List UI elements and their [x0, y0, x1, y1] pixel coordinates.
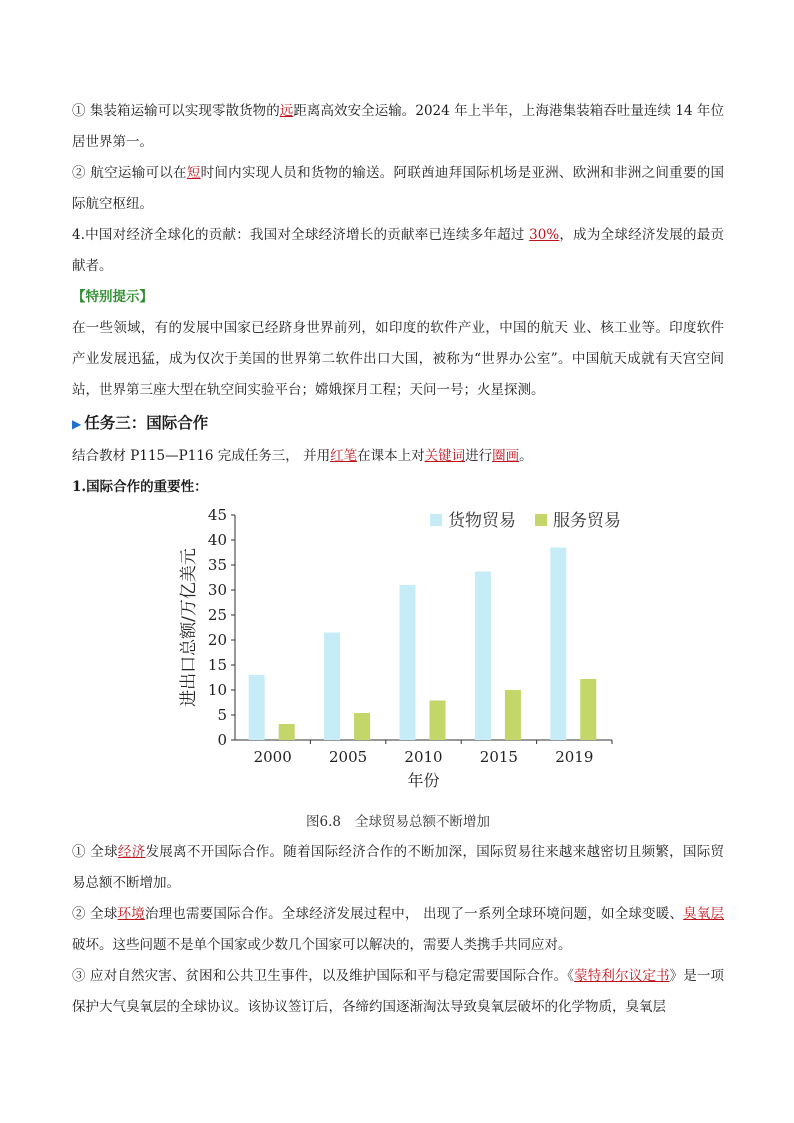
- y-tick-label: 45: [207, 506, 227, 524]
- x-tick-label: 2015: [479, 748, 518, 766]
- importance-item-economy: [72, 837, 724, 899]
- x-axis-label: 年份: [407, 771, 440, 790]
- paragraph-text: ，成为全球经济发展的最贡献者。: [72, 227, 725, 274]
- bar-goods: [550, 548, 566, 741]
- legend-label-goods: 货物贸易: [448, 511, 516, 531]
- paragraph-text: ③ 应对自然灾害、贫困和公共卫生事件，以及维护国际和平与稳定需要国际合作。《: [72, 968, 575, 984]
- y-tick-label: 5: [217, 706, 227, 724]
- bar-goods: [324, 633, 340, 741]
- y-tick-label: 30: [207, 581, 227, 599]
- y-tick-label: 25: [207, 606, 227, 624]
- keyword-highlight: 远: [279, 103, 294, 119]
- y-tick-label: 10: [207, 681, 227, 699]
- y-tick-label: 15: [207, 656, 227, 674]
- figure-title: 全球贸易总额不断增加: [354, 814, 490, 830]
- paragraph-text: 发展离不开国际合作。随着国际经济合作的不断加深，国际贸易往来越来越密切且频繁，国际贸易总额不断增加。: [72, 844, 725, 891]
- bar-services: [430, 701, 446, 741]
- x-tick-label: 2005: [329, 748, 368, 766]
- paragraph-text: 4.中国对经济全球化的贡献：我国对全球经济增长的贡献率已连续多年超过: [72, 227, 530, 243]
- paragraph-text: ① 集装箱运输可以实现零散货物的: [72, 103, 280, 119]
- keyword-highlight: 蒙特利尔议定书: [574, 968, 670, 984]
- bar-goods: [475, 572, 491, 741]
- y-tick-label: 20: [207, 631, 227, 649]
- bar-services: [505, 690, 521, 740]
- bar-chart-svg: [72, 503, 724, 803]
- instruction-text: 结合教材 P115—P116 完成任务三， 并用: [72, 448, 331, 464]
- x-tick-label: 2000: [253, 748, 292, 766]
- paragraph-text: ② 航空运输可以在: [72, 165, 187, 181]
- figure-number: 图6.8: [306, 814, 341, 830]
- paragraph-china-contribution: [72, 220, 724, 282]
- document-page: [72, 96, 724, 1023]
- task-instruction: [72, 441, 724, 472]
- importance-item-disaster: [72, 961, 724, 1023]
- bar-services: [354, 713, 370, 740]
- keyword-highlight: 红笔: [330, 448, 358, 464]
- bar-goods: [249, 675, 265, 740]
- keyword-highlight: 圈画: [492, 448, 520, 464]
- y-tick-label: 40: [207, 531, 227, 549]
- instruction-text: 在课本上对: [357, 448, 425, 464]
- legend-label-services: 服务贸易: [553, 511, 621, 531]
- paragraph-text: ① 全球: [72, 844, 118, 860]
- keyword-highlight: 环境: [117, 906, 145, 922]
- x-tick-label: 2019: [555, 748, 594, 766]
- task-title: 任务三：国际合作: [84, 413, 209, 432]
- paragraph-text: 距离高效安全运输。2024 年上半年，上海港集装箱吞吐量连续 14 年位居世界第一。: [72, 103, 724, 150]
- paragraph-container-transport: [72, 96, 724, 158]
- figure-caption: [72, 807, 724, 837]
- y-tick-label: 0: [217, 731, 227, 749]
- paragraph-air-transport: [72, 158, 724, 220]
- bar-services: [580, 679, 596, 740]
- bar-goods: [400, 585, 416, 740]
- paragraph-text: 破坏。这些问题不是单个国家或少数几个国家可以解决的，需要人类携手共同应对。: [72, 937, 572, 953]
- task-heading: [72, 406, 724, 441]
- special-tip-heading: 【特别提示】: [72, 289, 153, 305]
- keyword-highlight: 臭氧层: [683, 906, 725, 922]
- paragraph-text: 治理也需要国际合作。全球经济发展过程中， 出现了一系列全球环境问题，如全球变暖、: [144, 906, 684, 922]
- triangle-marker-icon: ▶: [72, 417, 82, 431]
- instruction-text: 进行: [465, 448, 493, 464]
- x-tick-label: 2010: [404, 748, 443, 766]
- special-tip-text: 在一些领域，有的发展中国家已经跻身世界前列，如印度的软件产业，中国的航天 业、核工业等。印度软件产业发展迅猛，成为仅次于美国的世界第二软件出口大国，被称为“世界办公室”。中国航天成就有天宫空间站，世界第三座大型在轨空间实验平台；嫦娥探月工程；天问一号；火星探测。: [72, 320, 724, 398]
- instruction-text: 。: [519, 448, 533, 464]
- y-tick-label: 35: [207, 556, 227, 574]
- keyword-highlight: 短: [186, 165, 201, 181]
- section-title: 1.国际合作的重要性：: [72, 479, 208, 495]
- bar-services: [279, 724, 295, 740]
- importance-item-environment: [72, 899, 724, 961]
- paragraph-text: ② 全球: [72, 906, 118, 922]
- keyword-highlight: 关键词: [424, 448, 466, 464]
- keyword-highlight: 经济: [117, 844, 146, 860]
- paragraph-text: 时间内实现人员和货物的输送。阿联酋迪拜国际机场是亚洲、欧洲和非洲之间重要的国际航空枢纽。: [72, 165, 725, 212]
- y-axis-label: 进出口总额/万亿美元: [179, 548, 199, 707]
- paragraph-text: 》是一项保护大气臭氧层的全球协议。该协议签订后，各缔约国逐渐淘汰导致臭氧层破坏的化学物质，臭氧层: [72, 968, 725, 1015]
- trade-chart: [72, 503, 724, 803]
- keyword-highlight: 30%: [529, 227, 560, 243]
- legend-swatch-goods: [430, 514, 442, 526]
- legend-swatch-services: [535, 514, 547, 526]
